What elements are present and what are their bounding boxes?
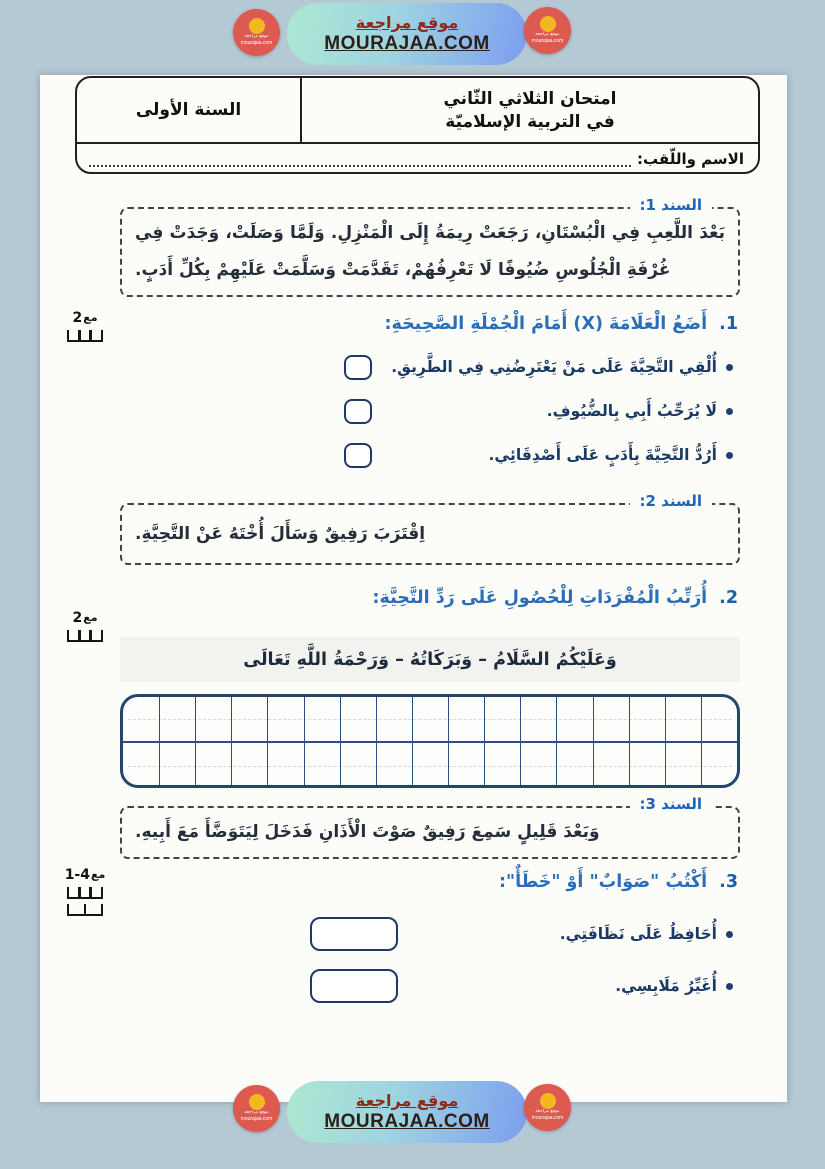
item-sentence: لَا يُرَحِّبُ أَبِي بِالضُّيُوفِ. (546, 402, 717, 420)
grid-cell[interactable] (593, 697, 629, 741)
grid-cell[interactable] (340, 741, 376, 785)
book-logo-icon (540, 1093, 556, 1109)
item-text (615, 977, 733, 995)
name-label: الاسم واللّقب: (637, 150, 744, 168)
answer-checkbox[interactable] (344, 443, 372, 468)
grid-cell[interactable] (159, 741, 195, 785)
grid-cell[interactable] (304, 741, 340, 785)
grid-cell[interactable] (195, 697, 231, 741)
item-sentence: أَرُدُّ التَّحِيَّةَ بِأَدَبٍ عَلَى أَصْدِقَائِي. (488, 446, 717, 464)
badge-text-en: mourajaa.com (531, 38, 564, 45)
exam-title-line2: في التربية الإسلاميّة (445, 111, 615, 132)
answer-write-box[interactable] (310, 917, 398, 951)
grid-cell[interactable] (556, 741, 592, 785)
site-domain-link[interactable]: MOURAJAA.COM (324, 33, 490, 54)
bullet-icon (726, 408, 733, 415)
item-sentence: أُلْقِي التَّحِيَّةَ عَلَى مَنْ يَعْتَرِضُنِي فِي الطَّرِيقِ. (391, 358, 717, 376)
exam-title-cell (302, 78, 758, 142)
question-3-item (310, 916, 733, 952)
question-1-prompt: أَضَعُ الْعَلَامَةَ (X) أَمَامَ الْجُمْلَةِ الصَّحِيحَةِ: (384, 314, 708, 334)
badge-text-ar: موقع مراجعة (244, 1110, 269, 1116)
name-write-line[interactable] (89, 151, 631, 168)
badge-text-ar: موقع مراجعة (535, 32, 560, 38)
badge-text-en: mourajaa.com (240, 1116, 273, 1123)
score-mark-q1 (60, 311, 110, 342)
question-2-prompt: أُرَتِّبُ الْمُفْرَدَاتِ لِلْحُصُولِ عَلَى رَدِّ التَّحِيَّةِ: (372, 588, 708, 608)
question-1-item (344, 352, 733, 382)
grid-cell[interactable] (267, 697, 303, 741)
item-text (560, 925, 733, 943)
grid-cell[interactable] (629, 697, 665, 741)
grid-cell[interactable] (412, 697, 448, 741)
score-comb-icon (67, 630, 103, 642)
word-bank-strip: وَعَلَيْكُمُ السَّلَامُ – وَبَرَكَاتُهُ – وَرَحْمَةُ اللَّهِ تَعَالَى (120, 637, 740, 682)
score-value: 2 مع (72, 610, 98, 626)
answer-checkbox[interactable] (344, 355, 372, 380)
badge-text-ar: موقع مراجعة (535, 1109, 560, 1115)
question-1-item (344, 396, 733, 426)
book-logo-icon (249, 18, 265, 34)
bullet-icon (726, 364, 733, 371)
grid-cell[interactable] (340, 697, 376, 741)
grid-cell[interactable] (195, 741, 231, 785)
grid-cell[interactable] (484, 697, 520, 741)
badge-text-en: mourajaa.com (531, 1115, 564, 1122)
answer-write-box[interactable] (310, 969, 398, 1003)
sanad-2-box (120, 492, 740, 565)
student-name-row (89, 145, 744, 173)
grid-cell[interactable] (304, 697, 340, 741)
badge-text-ar: موقع مراجعة (244, 34, 269, 40)
site-banner-top (287, 3, 527, 65)
grid-cell[interactable] (412, 741, 448, 785)
question-3-item (310, 968, 733, 1004)
site-banner-bottom (287, 1081, 527, 1143)
grid-cell[interactable] (159, 697, 195, 741)
sanad-1-text: بَعْدَ اللَّعِبِ فِي الْبُسْتَانِ، رَجَعَتْ رِيمَةُ إِلَى الْمَنْزِلِ. وَلَمَّا وَصَلَتْ، وَجَدَتْ فِي غُرْفَةِ الْجُلُوسِ ضُيُوفًا لَا تَعْرِفُهُمْ، تَقَدَّمَتْ وَسَلَّمَتْ عَلَيْهِمْ بِكُلِّ أَدَبٍ. (135, 223, 725, 280)
grid-cell[interactable] (267, 741, 303, 785)
question-1-header (384, 314, 738, 334)
question-3-prompt: أَكْتُبُ "صَوَابٌ" أَوْ "خَطَأٌ": (499, 872, 708, 892)
grid-cell[interactable] (376, 741, 412, 785)
sanad-3-box (120, 795, 740, 859)
question-1-number: .1 (719, 314, 738, 334)
score-mark-q3 (60, 868, 110, 916)
question-1-item (344, 440, 733, 470)
bullet-icon (726, 931, 733, 938)
sanad-3-label: السند 3: (630, 795, 713, 813)
grid-cell[interactable] (665, 741, 701, 785)
site-logo-badge (524, 1084, 571, 1131)
grid-cell[interactable] (376, 697, 412, 741)
site-logo-badge (233, 9, 280, 56)
item-sentence: أُحَافِظُ عَلَى نَظَافَتِي. (559, 925, 717, 943)
score-value: 1-4 مع (64, 867, 106, 883)
grid-cell[interactable] (520, 741, 556, 785)
sanad-3-text: وَبَعْدَ قَلِيلٍ سَمِعَ رَفِيقٌ صَوْتَ الْأَذَانِ فَدَخَلَ لِيَتَوَضَّأَ مَعَ أَبِيهِ. (135, 822, 600, 842)
item-text (547, 402, 733, 420)
grid-cell[interactable] (448, 741, 484, 785)
site-name-arabic[interactable]: موقع مراجعة (355, 1091, 459, 1110)
question-3-number: .3 (719, 872, 738, 892)
grid-cell[interactable] (701, 741, 737, 785)
sanad-2-text: اِقْتَرَبَ رَفِيقٌ وَسَأَلَ أُخْتَهُ عَنْ التَّحِيَّةِ. (135, 523, 426, 544)
bullet-icon (726, 983, 733, 990)
score-comb-icon (67, 887, 103, 899)
answer-checkbox[interactable] (344, 399, 372, 424)
item-text (488, 446, 733, 464)
site-name-arabic[interactable]: موقع مراجعة (355, 13, 459, 32)
grid-cell[interactable] (629, 741, 665, 785)
score-comb-icon (67, 330, 103, 342)
bullet-icon (726, 452, 733, 459)
grid-cell[interactable] (231, 697, 267, 741)
answer-grid (123, 697, 737, 785)
grid-cell[interactable] (123, 697, 159, 741)
grid-cell[interactable] (123, 741, 159, 785)
grid-cell[interactable] (448, 697, 484, 741)
score-mark-q2 (60, 611, 110, 642)
question-3-header (499, 872, 738, 892)
sanad-1-label: السند 1: (630, 196, 713, 214)
site-logo-badge (524, 7, 571, 54)
book-logo-icon (540, 16, 556, 32)
grid-cell[interactable] (231, 741, 267, 785)
score-value: 2 مع (72, 310, 98, 326)
class-level-cell: السنة الأولى (135, 100, 242, 120)
site-domain-link[interactable]: MOURAJAA.COM (324, 1111, 490, 1132)
exam-title-line1: امتحان الثلاثي الثّاني (443, 88, 617, 109)
grid-cell[interactable] (701, 697, 737, 741)
score-comb-icon (67, 904, 103, 916)
item-text (391, 358, 733, 376)
grid-cell[interactable] (556, 697, 592, 741)
question-2-header (373, 588, 738, 608)
answer-grid-frame (120, 694, 740, 788)
item-sentence: أُغَيِّرُ مَلَابِسِي. (615, 977, 717, 995)
badge-text-en: mourajaa.com (240, 40, 273, 47)
grid-cell[interactable] (665, 697, 701, 741)
grid-cell[interactable] (593, 741, 629, 785)
table-row-separator (77, 142, 758, 144)
book-logo-icon (249, 1094, 265, 1110)
question-2-number: .2 (719, 588, 738, 608)
grid-cell[interactable] (520, 697, 556, 741)
sanad-1-box (120, 196, 740, 297)
sanad-2-label: السند 2: (630, 492, 713, 510)
site-logo-badge (233, 1085, 280, 1132)
exam-header-table (75, 76, 760, 174)
grid-cell[interactable] (484, 741, 520, 785)
